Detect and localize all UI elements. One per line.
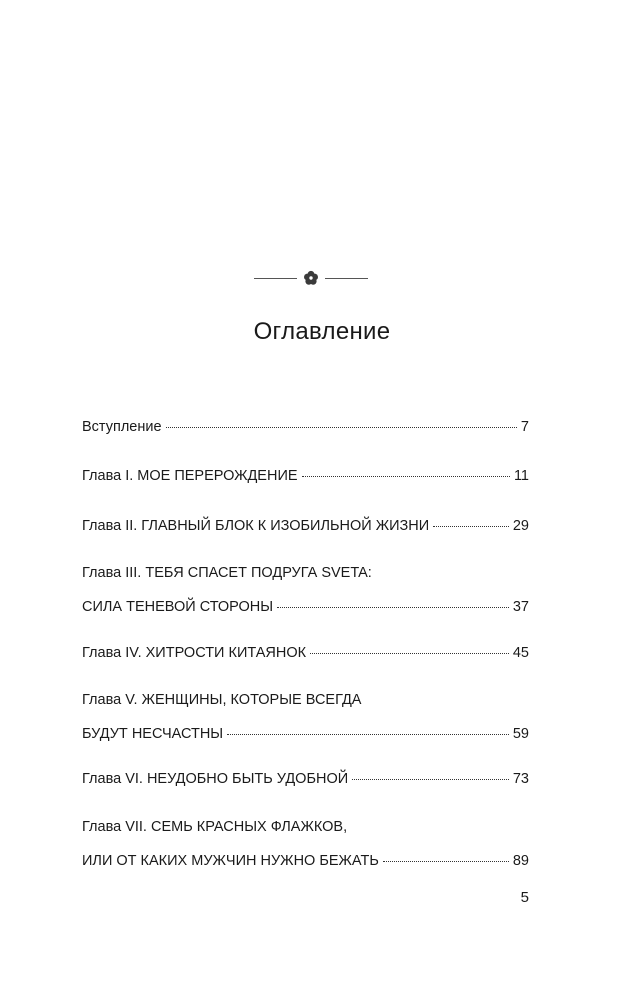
toc-entry-title-line: Глава III. ТЕБЯ СПАСЕТ ПОДРУГА SVETA: bbox=[82, 565, 372, 581]
toc-entry-label: Глава VI. НЕУДОБНО БЫТЬ УДОБНОЙ bbox=[82, 771, 349, 787]
toc-entry-page: 11 bbox=[513, 468, 529, 484]
toc-entry-row bbox=[82, 768, 529, 786]
ornament-line-right bbox=[325, 278, 368, 279]
toc-entry-label: ИЛИ ОТ КАКИХ МУЖЧИН НУЖНО БЕЖАТЬ bbox=[82, 853, 379, 869]
toc-entry-title-line: Глава VII. СЕМЬ КРАСНЫХ ФЛАЖКОВ, bbox=[82, 819, 348, 835]
toc-entry-label: Глава IV. ХИТРОСТИ КИТАЯНОК bbox=[82, 645, 307, 661]
toc-entry-row bbox=[82, 850, 529, 868]
dot-leader bbox=[383, 847, 509, 862]
toc-entry-page: 59 bbox=[512, 726, 529, 742]
toc-entry-row bbox=[82, 465, 529, 483]
toc-entry-page: 37 bbox=[512, 599, 529, 615]
toc-entry-label: Глава I. МОЕ ПЕРЕРОЖДЕНИЕ bbox=[82, 468, 298, 484]
toc-entry[interactable] bbox=[82, 515, 529, 533]
toc-entry[interactable] bbox=[82, 465, 529, 483]
toc-entry-label: БУДУТ НЕСЧАСТНЫ bbox=[82, 726, 224, 742]
toc-entry-row bbox=[82, 723, 529, 741]
dot-leader bbox=[302, 462, 510, 477]
dot-leader bbox=[310, 639, 509, 654]
toc-entry-page: 7 bbox=[520, 419, 529, 435]
dot-leader bbox=[166, 413, 517, 428]
dot-leader bbox=[277, 593, 509, 608]
page-title: Оглавление bbox=[253, 318, 391, 345]
toc-entry[interactable] bbox=[82, 818, 529, 868]
toc-entry-label: Вступление bbox=[82, 419, 162, 435]
toc-entry[interactable] bbox=[82, 768, 529, 786]
page-number: 5 bbox=[520, 889, 529, 906]
toc-entry[interactable] bbox=[82, 642, 529, 660]
toc-entry[interactable] bbox=[82, 691, 529, 741]
flower-ornament-icon bbox=[303, 270, 319, 286]
toc-entry-page: 45 bbox=[512, 645, 529, 661]
toc-entry-row bbox=[82, 416, 529, 434]
toc-entry-title-line: Глава V. ЖЕНЩИНЫ, КОТОРЫЕ ВСЕГДА bbox=[82, 692, 362, 708]
toc-entry-page: 89 bbox=[512, 853, 529, 869]
toc-entry-label: Глава II. ГЛАВНЫЙ БЛОК К ИЗОБИЛЬНОЙ ЖИЗНИ bbox=[82, 518, 430, 534]
dot-leader bbox=[433, 512, 509, 527]
toc-entry-row bbox=[82, 515, 529, 533]
ornament-line-left bbox=[254, 278, 297, 279]
toc-entry-page: 73 bbox=[512, 771, 529, 787]
dot-leader bbox=[227, 720, 509, 735]
dot-leader bbox=[352, 765, 509, 780]
toc-entry[interactable] bbox=[82, 564, 529, 614]
toc-entry-label: СИЛА ТЕНЕВОЙ СТОРОНЫ bbox=[82, 599, 274, 615]
toc-entry-page: 29 bbox=[512, 518, 529, 534]
title-ornament bbox=[254, 270, 368, 286]
toc-entry-row bbox=[82, 596, 529, 614]
toc-entry[interactable] bbox=[82, 416, 529, 434]
toc-entry-row bbox=[82, 642, 529, 660]
